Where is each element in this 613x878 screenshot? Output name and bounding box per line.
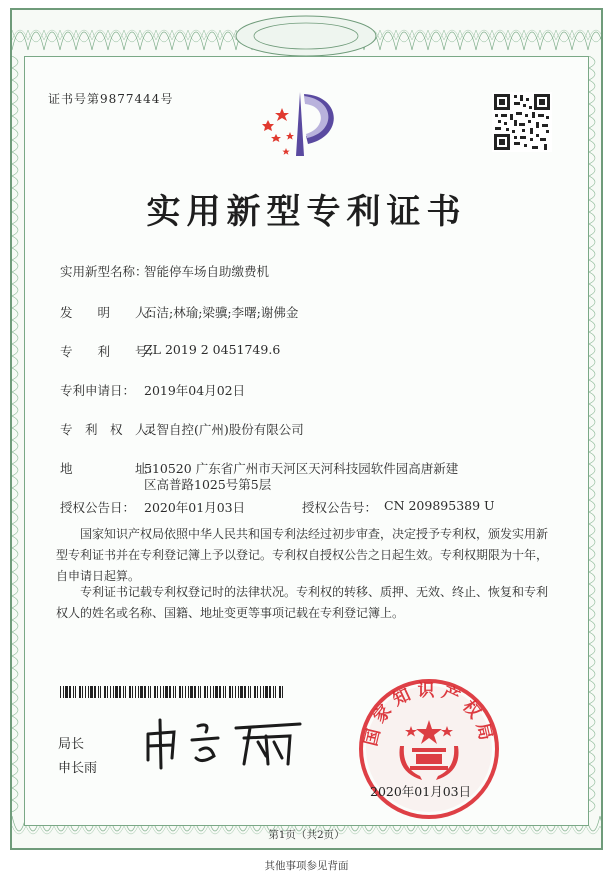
patent-office-logo-icon <box>252 86 348 166</box>
grant-number-label: 授权公告号： <box>302 500 378 515</box>
address-line-1: 510520 广东省广州市天河区天河科技园软件园高唐新建 <box>144 461 459 476</box>
page-indicator: 第1页（共2页） <box>268 829 345 841</box>
certificate-title: 实用新型专利证书 <box>146 192 467 232</box>
seal-date: 2020年01月03日 <box>370 784 472 799</box>
address-label: 地 址： <box>60 461 161 476</box>
director-signature <box>140 712 310 772</box>
grant-date-label: 授权公告日： <box>60 500 136 515</box>
signatory-title: 局长 <box>58 737 85 752</box>
patentee-label: 专 利 权 人： <box>60 422 161 437</box>
decorative-guilloche-top <box>12 10 601 56</box>
legal-statement-paragraph: 国家知识产权局依照中华人民共和国专利法经过初步审查，决定授予专利权，颁发实用新型专利证书并在专利登记簿上予以登记。专利权自授权公告之日起生效。专利权期限为十年，自申请日起算。 <box>56 527 549 583</box>
barcode <box>60 686 286 698</box>
official-seal-stamp <box>356 676 502 822</box>
footer-note: 其他事项参见背面 <box>264 860 349 872</box>
patentee-value: 灵智自控(广州)股份有限公司 <box>144 422 304 437</box>
legal-status-paragraph: 专利证书记载专利权登记时的法律状况。专利权的转移、质押、无效、终止、恢复和专利权人的姓名或名称、国籍、地址变更等事项记载在专利登记簿上。 <box>56 585 549 620</box>
certificate-number: 证书号第9877444号 <box>48 92 174 106</box>
qr-code <box>492 92 552 152</box>
svg-text:国家知识产权局: 国家知识产权局 <box>361 681 497 749</box>
grant-number-value: CN 209895389 U <box>384 498 495 513</box>
model-name-label: 实用新型名称： <box>60 264 148 279</box>
patent-number-label: 专 利 号： <box>60 344 161 359</box>
decorative-guilloche-left <box>12 56 24 812</box>
filing-date-value: 2019年04月02日 <box>144 383 246 398</box>
inventor-value: 石洁;林瑜;梁骥;李曙;谢佛金 <box>144 305 299 320</box>
decorative-guilloche-right <box>589 56 601 812</box>
model-name-value: 智能停车场自助缴费机 <box>144 264 270 279</box>
grant-date-value: 2020年01月03日 <box>144 500 246 515</box>
inventor-label: 发 明 人： <box>60 305 161 320</box>
certificate-inner-panel <box>24 56 589 826</box>
signatory-name: 申长雨 <box>58 761 98 776</box>
address-line-2: 区高普路1025号第5层 <box>144 477 272 492</box>
filing-date-label: 专利申请日： <box>60 383 136 398</box>
patent-number-value: ZL 2019 2 0451749.6 <box>144 342 281 357</box>
